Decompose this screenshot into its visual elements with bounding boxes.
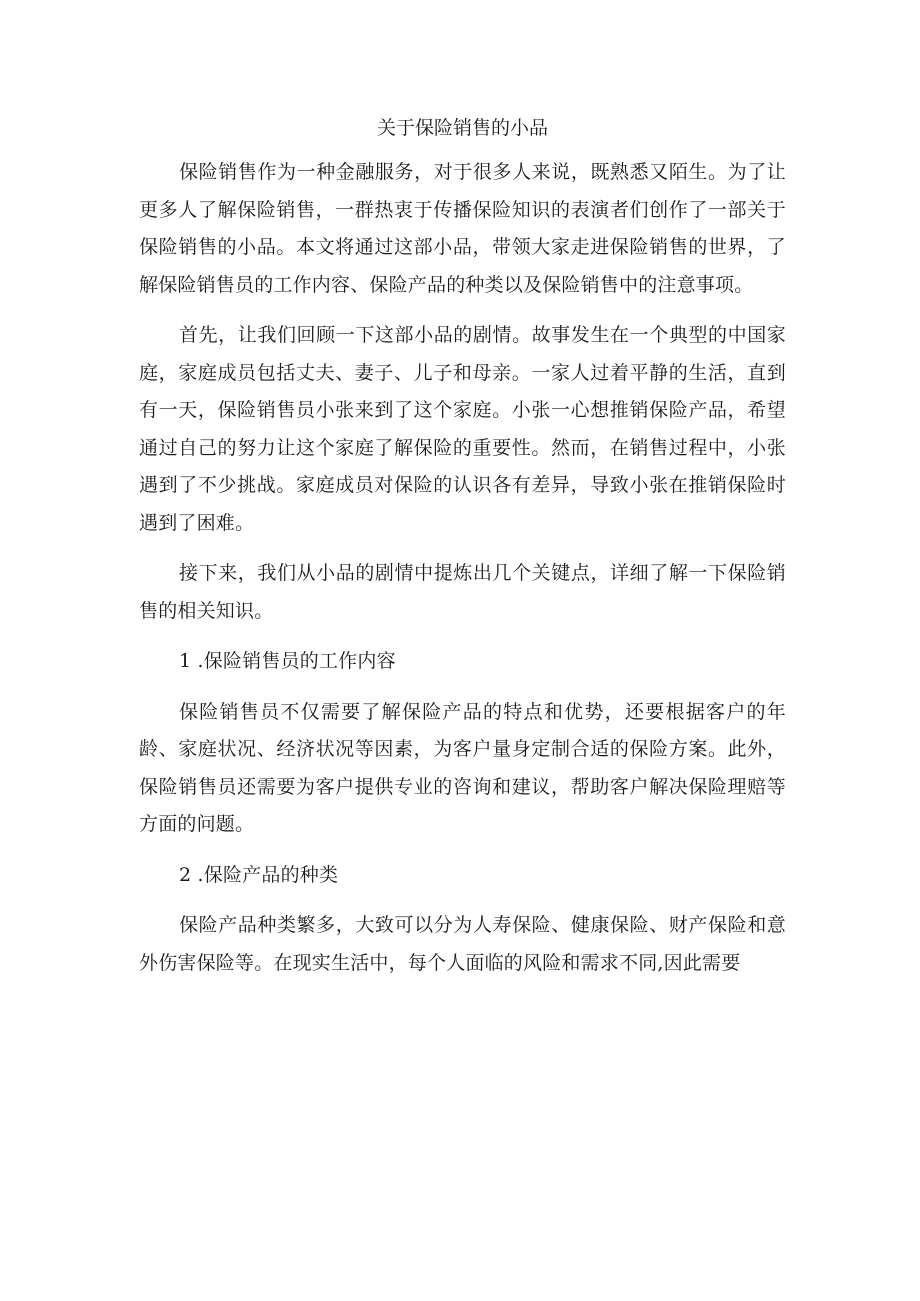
paragraph-plot: 首先，让我们回顾一下这部小品的剧情。故事发生在一个典型的中国家庭，家庭成员包括丈夫、妻子、儿子和母亲。一家人过着平静的生活，直到有一天，保险销售员小张来到了这个家庭。小张一心想推销保险产品，希望通过自己的努力让这个家庭了解保险的重要性。然而，在销售过程中，小张遇到了不少挑战。家庭成员对保险的认识各有差异，导致小张在推销保险时遇到了困难。 [139,324,786,534]
section-heading-2: 2 .保险产品的种类 [179,863,339,886]
paragraph-section-2: 保险产品种类繁多，大致可以分为人寿保险、健康保险、财产保险和意外伤害保险等。在现实生活中，每个人面临的风险和需求不同,因此需要 [139,914,786,974]
section-heading-1: 1 .保险销售员的工作内容 [179,650,396,672]
document-body [139,114,786,995]
document-title: 关于保险销售的小品 [376,117,548,139]
paragraph-intro: 保险销售作为一种金融服务，对于很多人来说，既熟悉又陌生。为了让更多人了解保险销售，一群热衷于传播保险知识的表演者们创作了一部关于保险销售的小品。本文将通过这部小品，带领大家走进保险销售的世界，了解保险销售员的工作内容、保险产品的种类以及保险销售中的注意事项。 [139,161,786,296]
paragraph-section-1: 保险销售员不仅需要了解保险产品的特点和优势，还要根据客户的年龄、家庭状况、经济状况等因素，为客户量身定制合适的保险方案。此外，保险销售员还需要为客户提供专业的咨询和建议，帮助客户解决保险理赔等方面的问题。 [139,700,786,835]
paragraph-transition: 接下来，我们从小品的剧情中提炼出几个关键点，详细了解一下保险销售的相关知识。 [139,562,786,622]
